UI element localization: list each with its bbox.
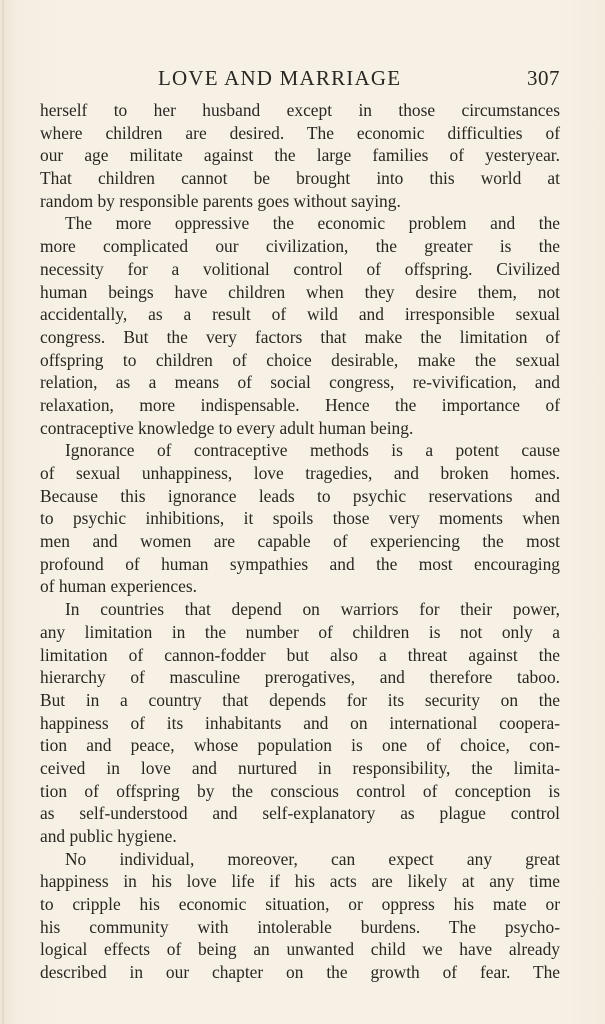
text-line: profound of human sympathies and the most encouraging: [40, 553, 560, 574]
text-line: men and women are capable of experiencing the most: [40, 531, 560, 552]
text-line: hierarchy of masculine prerogatives, and therefore taboo.: [40, 667, 560, 688]
text-line: offspring to children of choice desirable, make the sexual: [40, 349, 560, 370]
text-line: tion and peace, whose population is one of choice, con-: [40, 735, 560, 756]
body-text: [40, 99, 560, 984]
text-line: contraceptive knowledge to every adult human being.: [40, 417, 414, 438]
text-line: relation, as a means of social congress, re-vivification, and: [40, 372, 560, 393]
text-line: congress. But the very factors that make the limitation of: [40, 326, 560, 347]
text-line: where children are desired. The economic difficulties of: [40, 122, 560, 143]
text-line: described in our chapter on the growth of fear. The: [40, 962, 560, 983]
page-number: 307: [527, 66, 560, 90]
page-gutter: [2, 0, 4, 1024]
text-line: our age militate against the large families of yesteryear.: [40, 145, 560, 166]
text-line: No individual, moreover, can expect any great: [65, 848, 560, 869]
text-line: The more oppressive the economic problem and the: [65, 213, 560, 234]
text-line: his community with intolerable burdens. The psycho-: [40, 916, 560, 937]
text-line: tion of offspring by the conscious control of conception is: [40, 780, 560, 801]
text-line: of human experiences.: [40, 576, 197, 597]
text-line: That children cannot be brought into this world at: [40, 168, 560, 189]
text-line: But in a country that depends for its security on the: [40, 689, 560, 710]
page-header: [40, 66, 560, 92]
text-line: In countries that depend on warriors for their power,: [65, 599, 560, 620]
text-line: happiness in his love life if his acts are likely at any time: [40, 871, 560, 892]
text-line: as self-understood and self-explanatory as plague control: [40, 803, 560, 824]
text-line: relaxation, more indispensable. Hence the importance of: [40, 394, 560, 415]
text-line: random by responsible parents goes without saying.: [40, 190, 401, 211]
text-line: ceived in love and nurtured in responsibility, the limita-: [40, 757, 560, 778]
text-line: to cripple his economic situation, or oppress his mate or: [40, 894, 560, 915]
text-line: logical effects of being an unwanted child we have already: [40, 939, 560, 960]
text-line: more complicated our civilization, the greater is the: [40, 236, 560, 257]
text-line: Ignorance of contraceptive methods is a potent cause: [65, 440, 560, 461]
text-line: limitation of cannon-fodder but also a threat against the: [40, 644, 560, 665]
text-line: happiness of its inhabitants and on international coopera-: [40, 712, 560, 733]
text-line: herself to her husband except in those circumstances: [40, 100, 560, 120]
text-line: necessity for a volitional control of offspring. Civilized: [40, 258, 560, 279]
text-line: Because this ignorance leads to psychic reservations and: [40, 485, 560, 506]
running-title: LOVE AND MARRIAGE: [158, 66, 402, 90]
text-line: accidentally, as a result of wild and irresponsible sexual: [40, 304, 560, 325]
text-line: human beings have children when they desire them, not: [40, 281, 560, 302]
text-line: to psychic inhibitions, it spoils those very moments when: [40, 508, 560, 529]
text-line: any limitation in the number of children is not only a: [40, 621, 560, 642]
text-line: of sexual unhappiness, love tragedies, and broken homes.: [40, 463, 560, 483]
text-line: and public hygiene.: [40, 826, 177, 846]
